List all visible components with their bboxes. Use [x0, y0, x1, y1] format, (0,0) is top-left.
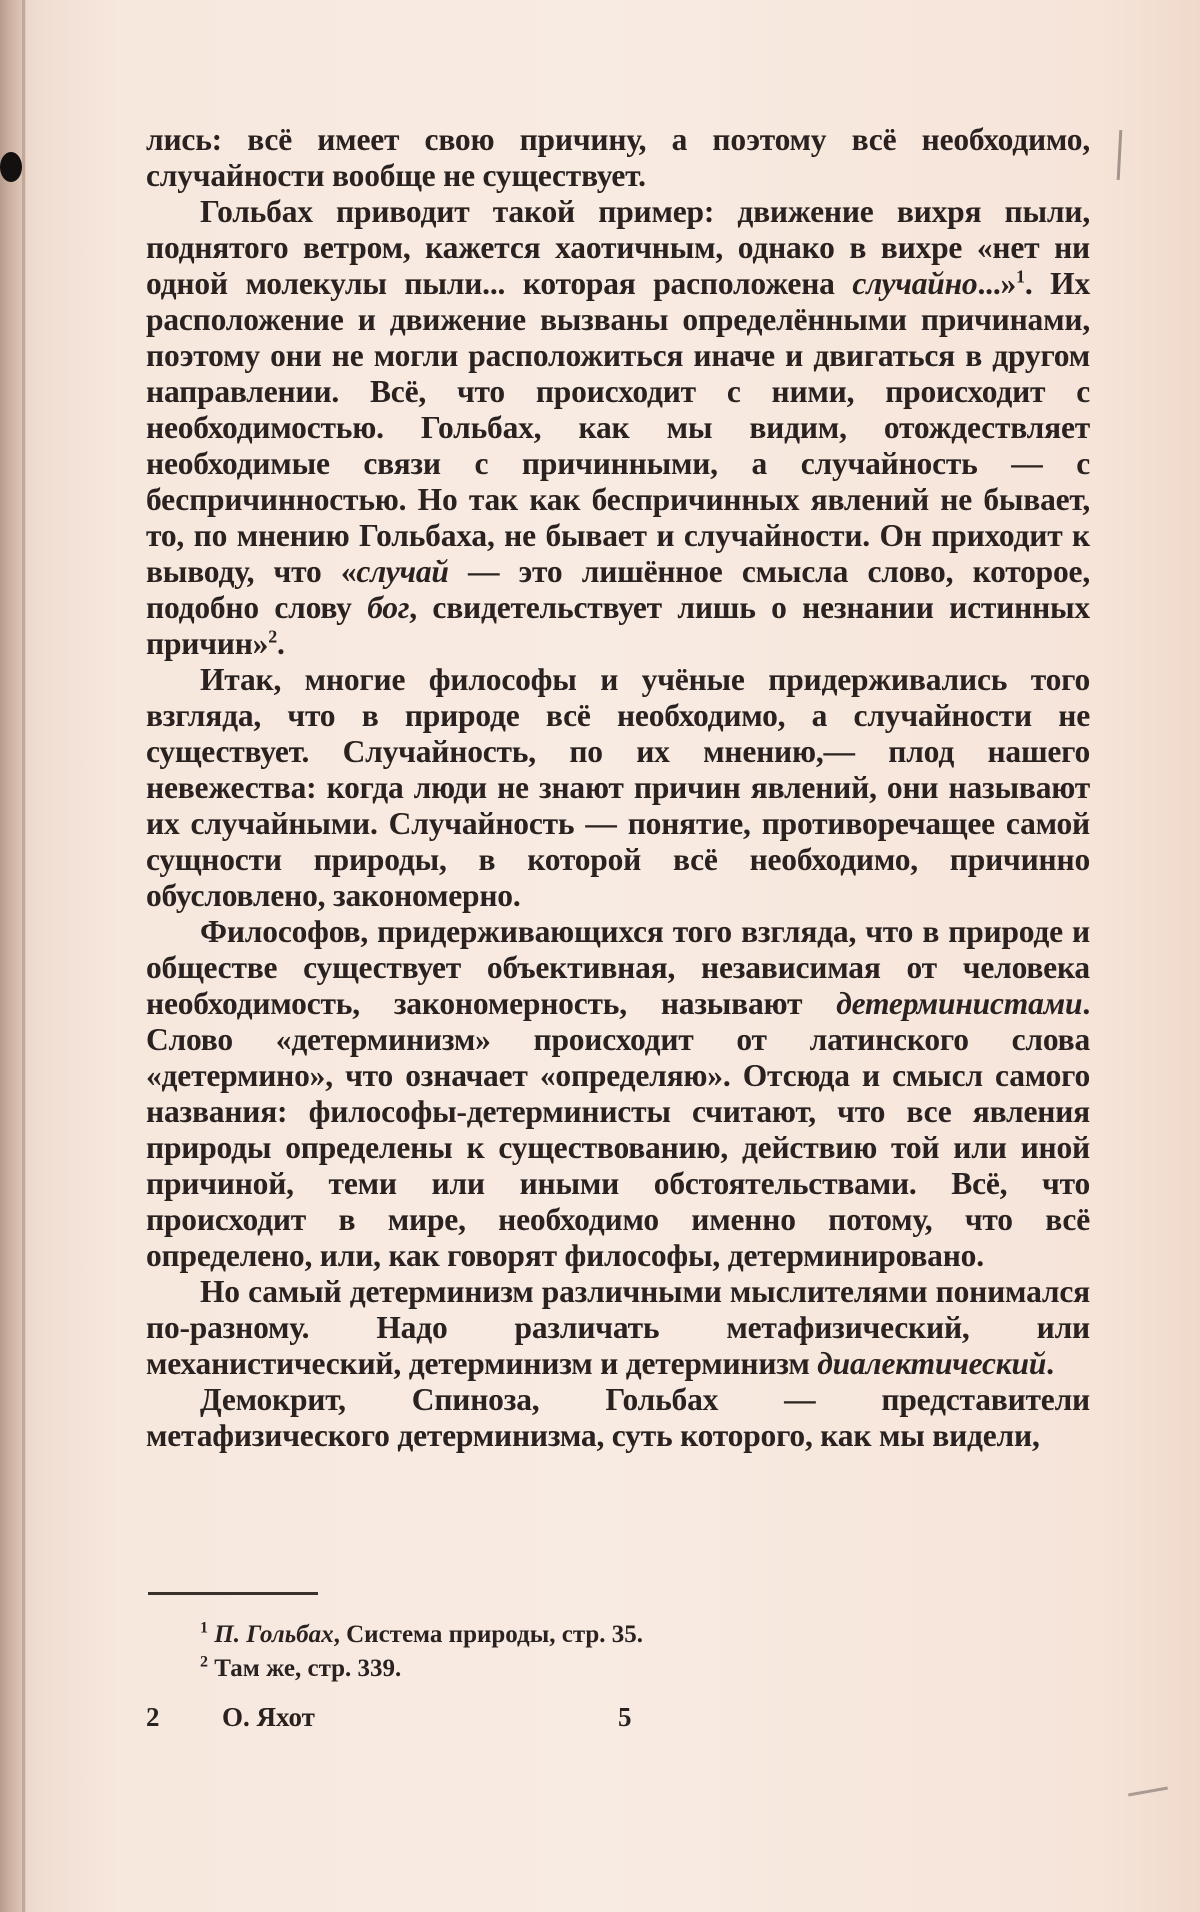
emphasized-text: случайно	[852, 266, 978, 301]
footnote-mark: 2	[200, 1653, 208, 1671]
footnote-mark: 1	[200, 1619, 208, 1637]
text-run: Философов, придерживающихся того взгляда, что в природе и обществе существует объективная, независимая от человека необходимость, закономерность, называют	[146, 914, 1090, 1021]
text-run: Итак, многие философы и учёные придерживались того взгляда, что в природе всё необходимо, а случайности не существует. Случайность, по их мнению,— плод нашего невежества: когда люди не знают причин явлений, они называют их случайными. Случайность — понятие, противоречащее самой сущности природы, в которой всё необходимо, причинно обусловлено, закономерно.	[146, 662, 1090, 913]
text-run: Но самый детерминизм различными мыслителями понимался по-разному. Надо различать метафизический, или механистический, детерминизм и детерминизм	[146, 1274, 1090, 1381]
text-run: . Их расположение и движение вызваны определёнными причинами, поэтому они не могли расположиться иначе и двигаться в другом направлении. Всё, что происходит с ними, происходит с необходимостью. Гольбах, как мы видим, отождествляет необходимые связи с причинными, а случайность — с беспричинностью. Но так как беспричинных явлений не бывает, то, по мнению Гольбаха, не бывает и случайности. Он приходит к выводу, что «	[146, 266, 1090, 589]
signature-author: О. Яхот	[222, 1702, 315, 1732]
footnotes	[200, 1618, 1020, 1686]
body-text	[146, 122, 1090, 1454]
binding-line	[22, 0, 25, 1912]
paragraph	[146, 194, 1090, 662]
text-run: , свидетельствует лишь о незнании истинных причин»	[146, 590, 1090, 661]
emphasized-text: диалектический	[817, 1346, 1047, 1381]
text-run: . Слово «детерминизм» происходит от латинского слова «детермино», что означает «определяю». Отсюда и смысл самого названия: философы-детерминисты считают, что все явления природы определены к существованию, действию той или иной причиной, теми или иными обстоятельствами. Всё, что происходит в мире, необходимо именно потому, что всё определено, или, как говорят философы, детерминировано.	[146, 986, 1090, 1273]
footnote-rule	[148, 1592, 318, 1595]
paragraph	[146, 662, 1090, 914]
footnote-marker: 2	[268, 626, 278, 647]
footnote-text: Там же, стр. 339.	[214, 1655, 402, 1682]
paragraph	[146, 914, 1090, 1274]
footnote	[200, 1618, 1020, 1652]
text-run: Гольбах приводит такой пример: движение вихря пыли, поднятого ветром, кажется хаотичным, однако в вихре «нет ни одной молекулы пыли... которая расположена	[146, 194, 1090, 301]
signature-number: 2	[146, 1702, 160, 1732]
paragraph	[146, 122, 1090, 194]
binding-hole	[0, 152, 22, 182]
text-run: .	[277, 626, 285, 661]
text-run: ...»	[977, 266, 1017, 301]
text-run: лись: всё имеет свою причину, а поэтому всё необходимо, случайности вообще не существует.	[146, 122, 1090, 193]
text-run: .	[1046, 1346, 1054, 1381]
margin-pencil-mark	[1117, 130, 1123, 180]
emphasized-text: бог	[367, 590, 410, 625]
emphasized-text: случай	[356, 554, 449, 589]
footnote-marker: 1	[1016, 266, 1025, 287]
paragraph	[146, 1382, 1090, 1454]
paragraph	[146, 1274, 1090, 1382]
footnote-author: П. Гольбах	[214, 1621, 334, 1648]
signature-sheet: 5	[618, 1702, 632, 1732]
emphasized-text: детерминистами	[836, 986, 1083, 1021]
text-run: — это лишённое смысла слово, которое, подобно слову	[146, 554, 1090, 625]
footnote	[200, 1652, 1020, 1686]
footnote-text: , Система природы, стр. 35.	[333, 1621, 644, 1648]
margin-pencil-mark	[1128, 1787, 1168, 1797]
text-run: Демокрит, Спиноза, Гольбах — представители метафизического детерминизма, суть которого, как мы видели,	[146, 1382, 1090, 1453]
